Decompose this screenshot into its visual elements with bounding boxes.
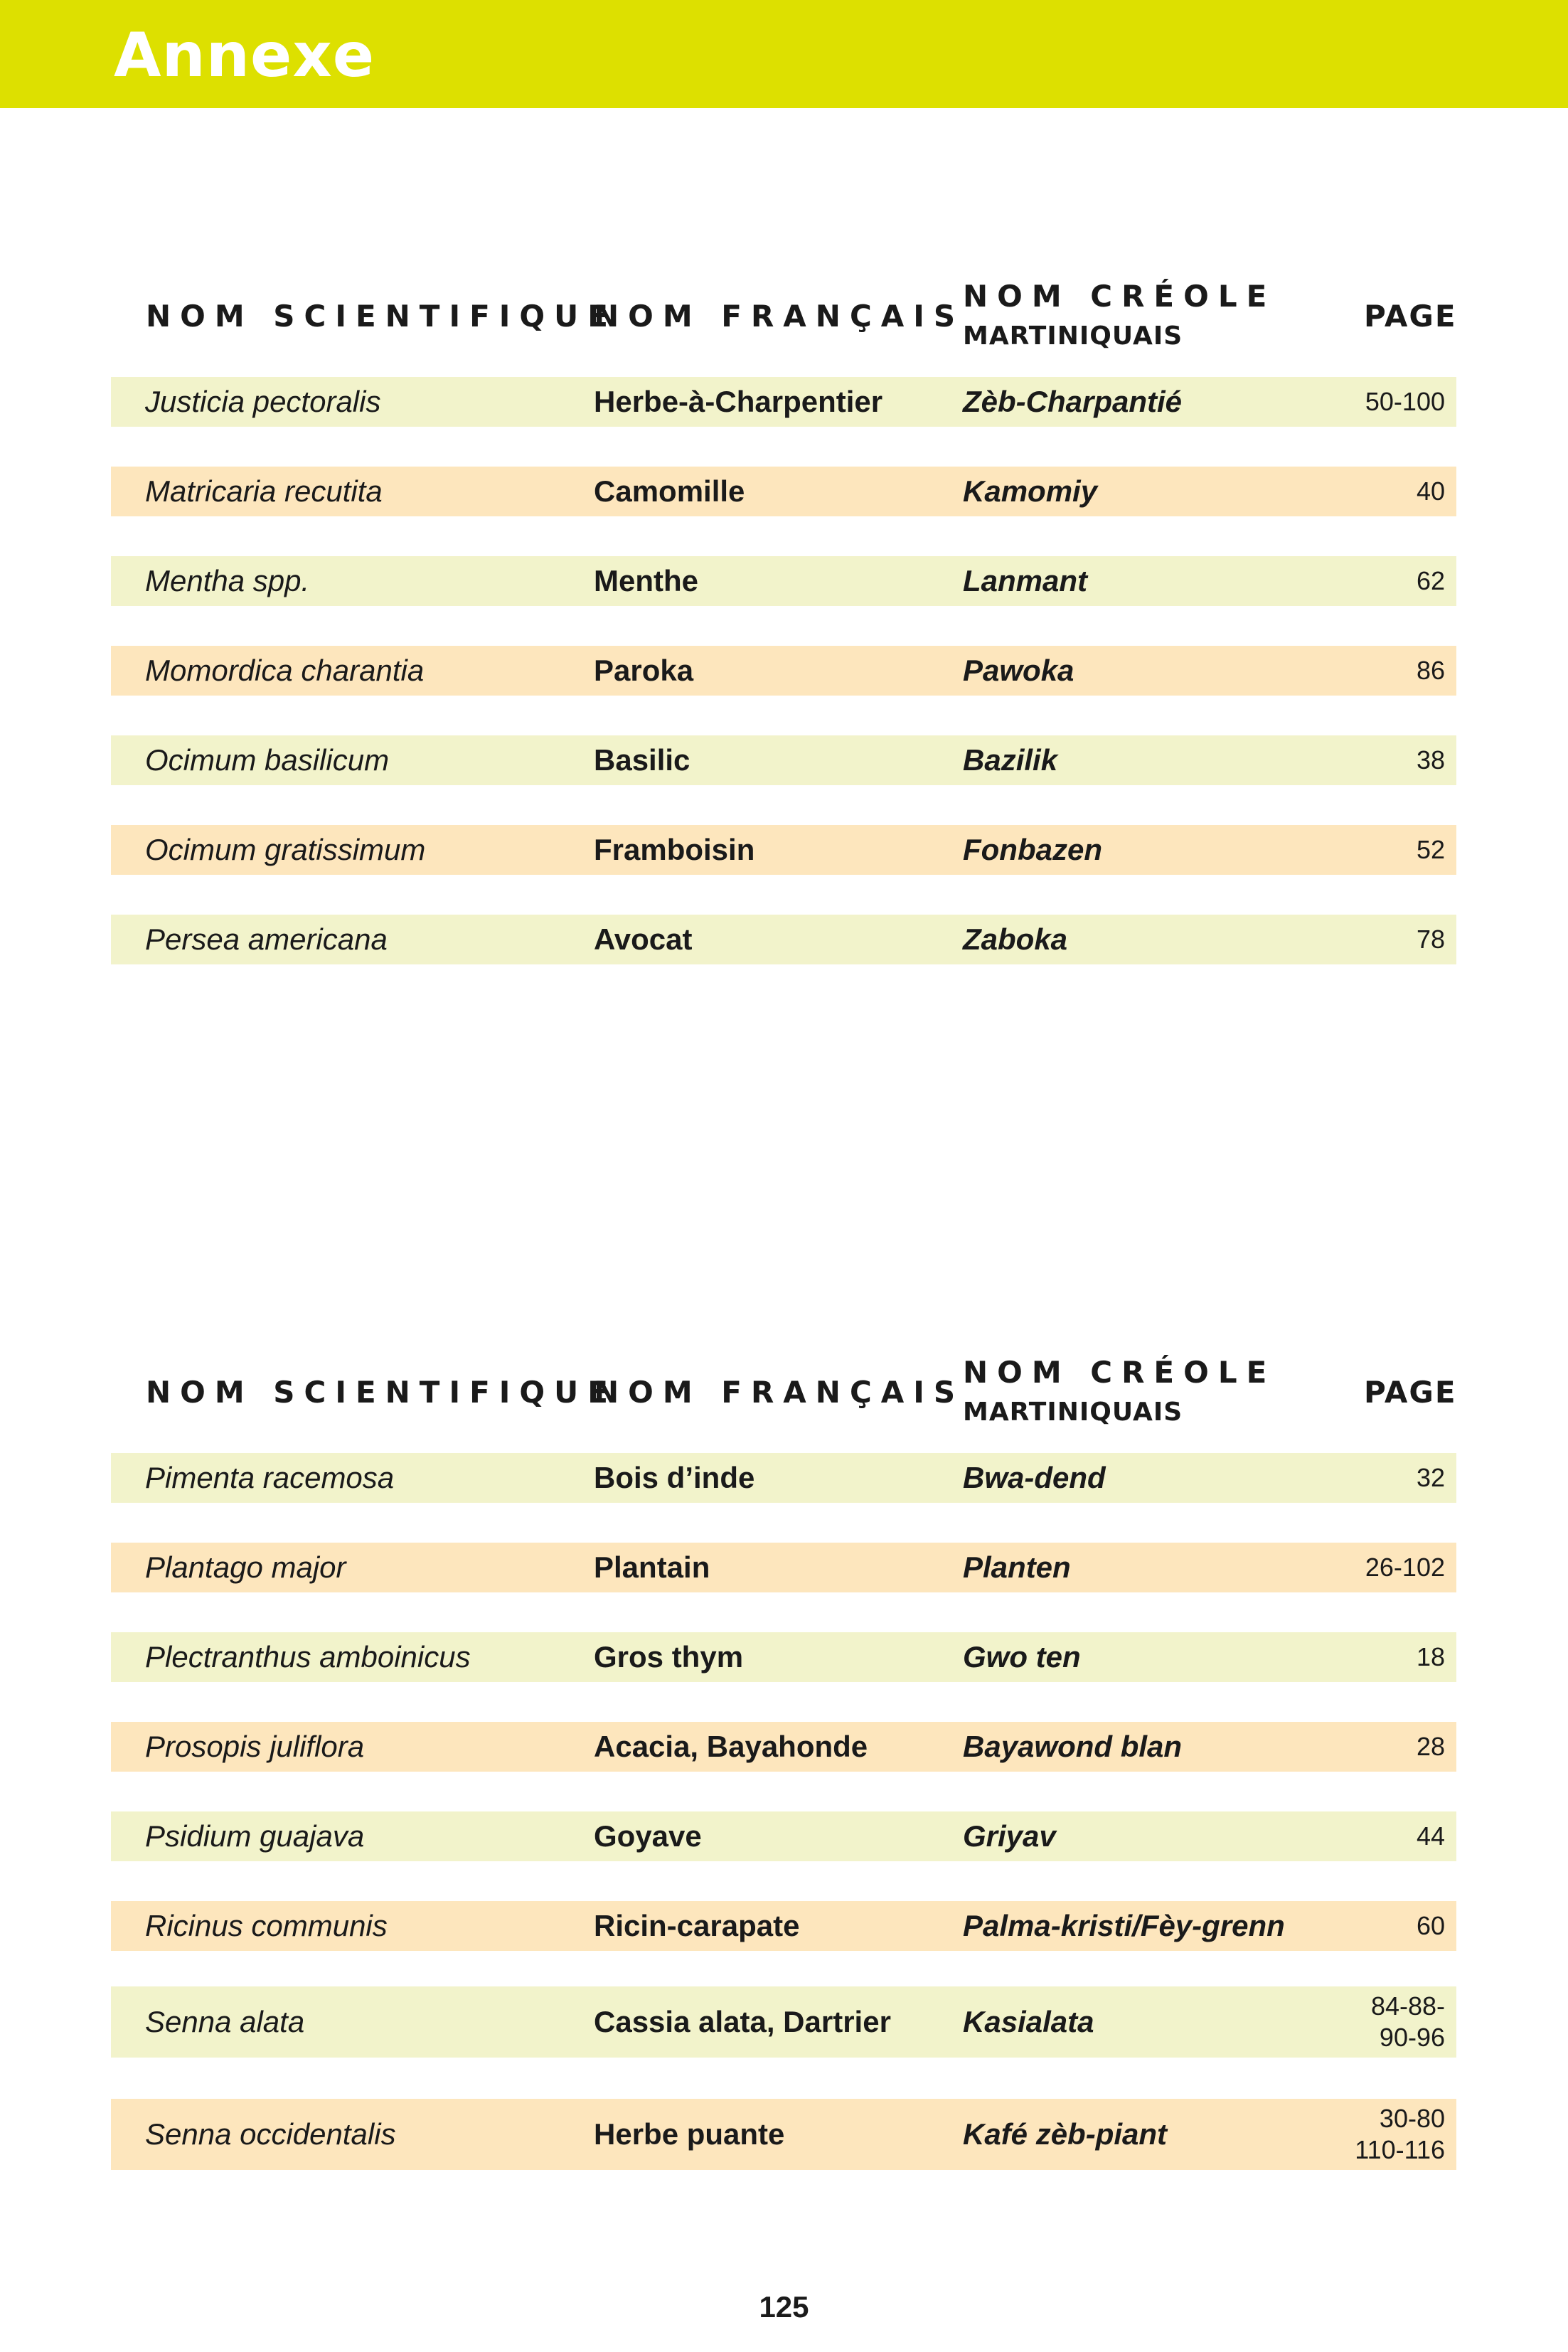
plant-table-2 [0, 1311, 1568, 2164]
scientific-name: Ocimum basilicum [145, 743, 390, 777]
scientific-name: Ricinus communis [145, 1909, 388, 1942]
creole-name: Bwa-dend [963, 1461, 1106, 1494]
creole-name: Kasialata [963, 2005, 1094, 2038]
creole-name: Bazilik [963, 743, 1058, 777]
table-row [111, 1986, 1456, 2058]
creole-name: Bayawond blan [963, 1730, 1183, 1763]
table-row [111, 1811, 1456, 1861]
table-row [111, 1722, 1456, 1772]
page-reference-line: 26-102 [1365, 1553, 1445, 1582]
french-name: Plantain [594, 1550, 710, 1584]
scientific-name: Senna alata [145, 2005, 305, 2038]
page-reference [1417, 1453, 1445, 1503]
column-header-french: NOM FRANÇAIS [594, 299, 965, 334]
column-header-page: PAGE [1364, 1375, 1457, 1410]
french-name: Ricin-carapate [594, 1909, 800, 1942]
scientific-name: Plantago major [145, 1550, 346, 1584]
creole-name: Kamomiy [963, 474, 1098, 508]
french-name: Cassia alata, Dartrier [594, 2005, 891, 2038]
creole-name: Planten [963, 1550, 1071, 1584]
page-reference-line: 60 [1416, 1911, 1445, 1940]
table-header [0, 235, 1568, 363]
french-name: Paroka [594, 654, 694, 687]
header-banner [0, 0, 1568, 108]
table-row [111, 915, 1456, 964]
scientific-name: Psidium guajava [145, 1819, 365, 1853]
column-header-scientific: NOM SCIENTIFIQUE [146, 299, 617, 334]
table-row [111, 1543, 1456, 1592]
scientific-name: Momordica charantia [145, 654, 425, 687]
page-reference [1417, 467, 1445, 516]
french-name: Herbe puante [594, 2117, 785, 2151]
page-reference-line: 62 [1416, 566, 1445, 595]
page-reference [1417, 1811, 1445, 1861]
french-name: Avocat [594, 922, 693, 956]
page-reference [1355, 2099, 1445, 2170]
page-reference [1365, 377, 1445, 427]
creole-name: Kafé zèb-piant [963, 2117, 1168, 2151]
page-reference [1417, 1632, 1445, 1682]
creole-name: Palma-kristi/Fèy-grenn [963, 1909, 1285, 1942]
french-name: Menthe [594, 564, 698, 597]
page-reference-line: 84-88- [1370, 1991, 1445, 2021]
scientific-name: Matricaria recutita [145, 474, 383, 508]
table-row [111, 2099, 1456, 2170]
page-reference-line: 78 [1416, 925, 1445, 954]
page-reference [1417, 556, 1445, 606]
page-reference-line: 32 [1416, 1463, 1445, 1492]
table-row [111, 1453, 1456, 1503]
page-reference-line: 44 [1416, 1821, 1445, 1851]
table-row [111, 646, 1456, 696]
creole-name: Griyav [963, 1819, 1056, 1853]
table-row [111, 377, 1456, 427]
scientific-name: Ocimum gratissimum [145, 833, 426, 866]
column-header-page: PAGE [1364, 299, 1457, 334]
page-reference-line: 50-100 [1365, 387, 1445, 416]
table-row [111, 467, 1456, 516]
column-header-creole-subtitle: MARTINIQUAIS [963, 321, 1183, 351]
table-row [111, 825, 1456, 875]
page-reference-line: 40 [1416, 477, 1445, 506]
page-reference [1365, 1543, 1445, 1592]
page-reference [1417, 915, 1445, 964]
page-number: 125 [759, 2290, 809, 2324]
page-reference-line: 52 [1416, 835, 1445, 864]
french-name: Framboisin [594, 833, 755, 866]
column-header-creole-subtitle: MARTINIQUAIS [963, 1398, 1183, 1427]
scientific-name: Pimenta racemosa [145, 1461, 395, 1494]
table-row [111, 556, 1456, 606]
creole-name: Lanmant [963, 564, 1088, 597]
page-reference [1417, 1901, 1445, 1951]
page-reference [1417, 825, 1445, 875]
table-row [111, 1901, 1456, 1951]
column-header-french: NOM FRANÇAIS [594, 1375, 965, 1410]
scientific-name: Senna occidentalis [145, 2117, 396, 2151]
french-name: Herbe-à-Charpentier [594, 385, 883, 418]
page-reference-line: 30-80 [1379, 2104, 1445, 2133]
page-reference-line: 28 [1416, 1732, 1445, 1761]
page-reference-line: 18 [1416, 1642, 1445, 1671]
french-name: Bois d’inde [594, 1461, 755, 1494]
table-row [111, 1632, 1456, 1682]
page-reference-line: 110-116 [1355, 2135, 1445, 2164]
page-reference-line: 90-96 [1379, 2023, 1445, 2052]
french-name: Goyave [594, 1819, 702, 1853]
page-title: Annexe [114, 20, 375, 91]
scientific-name: Justicia pectoralis [145, 385, 381, 418]
french-name: Basilic [594, 743, 690, 777]
creole-name: Zaboka [963, 922, 1068, 956]
creole-name: Fonbazen [963, 833, 1102, 866]
creole-name: Pawoka [963, 654, 1074, 687]
french-name: Gros thym [594, 1640, 744, 1673]
scientific-name: Mentha spp. [145, 564, 310, 597]
plant-table-1 [0, 235, 1568, 956]
scientific-name: Persea americana [145, 922, 388, 956]
scientific-name: Prosopis juliflora [145, 1730, 365, 1763]
page-reference-line: 38 [1416, 745, 1445, 775]
page-reference-line: 86 [1416, 656, 1445, 685]
table-row [111, 735, 1456, 785]
page-reference [1371, 1986, 1445, 2058]
french-name: Acacia, Bayahonde [594, 1730, 868, 1763]
column-header-scientific: NOM SCIENTIFIQUE [146, 1375, 617, 1410]
creole-name: Gwo ten [963, 1640, 1081, 1673]
column-header-creole: NOM CRÉOLE [963, 279, 1276, 314]
table-header [0, 1311, 1568, 1439]
page-reference [1417, 735, 1445, 785]
french-name: Camomille [594, 474, 745, 508]
page-reference [1417, 646, 1445, 696]
page-reference [1417, 1722, 1445, 1772]
scientific-name: Plectranthus amboinicus [145, 1640, 471, 1673]
creole-name: Zèb-Charpantié [963, 385, 1183, 418]
column-header-creole: NOM CRÉOLE [963, 1355, 1276, 1390]
